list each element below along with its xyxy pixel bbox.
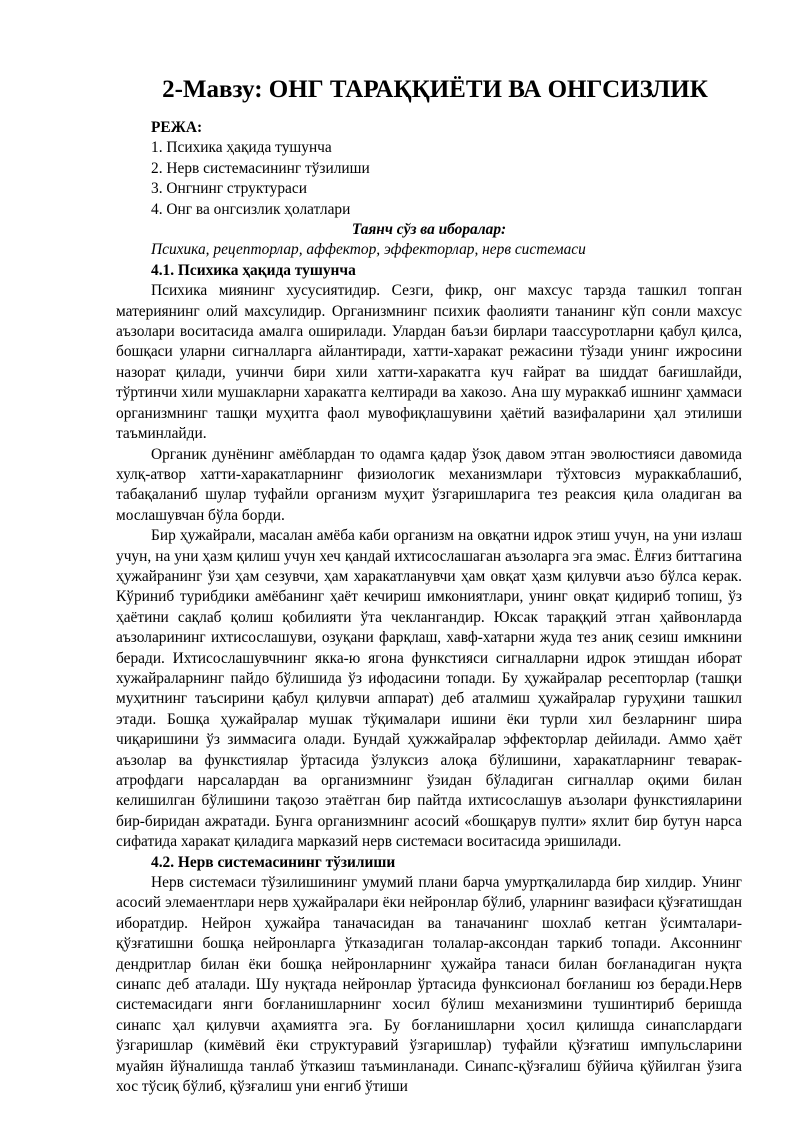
paragraph: Нерв системаси тўзилишининг умумий плани барча умуртқалиларда бир хилдир. Унинг асосий элемаентлари нерв ҳужайралари ёки нейронлар бўлиб, уларнинг вазифаси қўзғатишдан иборатдир. Нейрон ҳужайра таначасидан ва таначанинг шохлаб кетган ўсимталари-қўзғатишни бошқа нейронларга ўтказадиган толалар-аксондан таркиб топади. Аксоннинг дендритлар билан ёки бошқа нейронларнинг ҳужайра танаси билан боғланадиган нуқта синапс деб аталади. Шу нуқтада нейронлар ўртасида функсионал боғланиш юз беради.Нерв системасидаги янги боғланишларнинг хосил бўлиш механизмини тушинтириб беришда синапс ҳал қилувчи аҳамиятга эга. Бу боғланишларни ҳосил қилишда синапслардаги ўзгаришлар (кимёвий ёки структуравий ўзгаришлар) туфайли қўзғатиш импульсларини муайян йўналишда танлаб ўтказиш таъминланади. Синапс-қўзғалиш бўйича қўйилган ўзига хос тўсиқ бўлиб, қўзғалиш уни енгиб ўтиши [116, 874, 742, 1096]
paragraph: Органик дунёнинг амёблардан то одамга қадар ўзоқ давом этган эволюстияси давомида хулқ-атвор хатти-харакатларнинг физиологик механизмлари тўхтовсиз мураккаблашиб, табақаланиб шулар туфайли организм муҳит ўзгаришларига тез реаксия қила оладиган ва мослашувчан бўла борди. [116, 445, 742, 524]
paragraph: Бир ҳужайрали, масалан амёба каби организм на овқатни идрок этиш учун, на уни излаш учун, на уни ҳазм қилиш учун хеч қандай ихтисослашаган аъзоларга эга эмас. Ёлғиз биттагина ҳужайранинг ўзи ҳам сезувчи, ҳам харакатланувчи ҳам овқат ҳазм қилувчи аъзо бўлса керак. Кўриниб турибдики амёбанинг ҳаёт кечириш имкониятлари, унинг овқат қидириб топиш, ўз ҳаётини сақлаб қолиш қобилияти ўта чеклангандир. Юксак тараққий этган ҳайвонларда аъзоларининг ихтисослашуви, озуқани фарқлаш, хавф-хатарни жуда тез аниқ сезиш имкнини беради. Ихтисослашувчнинг якка-ю ягона функстияси сигналларни идрок этишдан иборат хужайраларнинг пайдо бўлишида ўз ифодасини топади. Бу ҳужайралар ресепторлар (ташқи муҳитнинг таъсирини қабул қилувчи аппарат) деб аталмиш ҳужайралар гуруҳини ташкил этади. Бошқа ҳужайралар мушак тўқималари ишини ёки турли хил безларнинг шира чиқаришини ўз зиммасига олади. Бундай ҳужжайралар эффекторлар дейилади. Аммо ҳаёт аъзолар ва функстиялар ўртасида ўзлуксиз алоқа бўлишини, харакатларнинг теварак-атрофдаги нарсалардан ва организмнинг ўзидан бўладиган сигналлар оқими билан келишилган бўлишини тақозо этаётган бир пайтда ихтисослашув аъзолари функстияларини бир-биридан ажратади. Бунга организмнинг асосий «бошқарув пулти» яхлит бир бутун нарса сифатида харакат қиладига марказий нерв системаси воситасида эришилади. [116, 527, 742, 851]
keywords-list: Психика, рецепторлар, аффектор, эффекторлар, нерв системаси [151, 241, 586, 259]
plan-section [116, 118, 742, 220]
plan-item: 4. Онг ва онгсизлик ҳолатлари [151, 200, 351, 218]
page-title: 2-Мавзу: ОНГ ТАРАҚҚИЁТИ ВА ОНГСИЗЛИК [162, 76, 708, 103]
section-heading-4-1: 4.1. Психика ҳақида тушунча [151, 261, 356, 279]
document-page [116, 74, 742, 1098]
keywords-heading: Таянч сўз ва иборалар: [351, 221, 507, 239]
section-heading-4-2: 4.2. Нерв системасининг тўзилиши [151, 853, 396, 871]
plan-heading: РЕЖА: [151, 119, 203, 136]
plan-item: 3. Онгнинг структураси [151, 180, 307, 198]
plan-item: 1. Психика ҳақида тушунча [151, 139, 332, 157]
plan-item: 2. Нерв системасининг тўзилиши [151, 159, 370, 177]
paragraph: Психика миянинг хусусиятидир. Сезги, фикр, онг махсус тарзда ташкил топган материянинг олий махсулидир. Организмнинг психик фаолияти тананинг кўп сонли махсус аъзолари воситасида амалга оширилади. Улардан баъзи бирлари таассуротларни қабул қилса, бошқаси уларни сигналларга айлантиради, хатти-харакат режасини тўзади унинг ижросини назорат қилади, учинчи бири хили хатти-харакатга куч ғайрат ва шиддат бағишлайди, тўртинчи хили мушакларни харакатга келтиради ва хакозо. Ана шу мураккаб ишнинг ҳаммаси организмнинг ташқи муҳитга фаол мувофиқлашувини ҳаётий вазифаларини ҳал этилиши таъминлайди. [116, 282, 742, 443]
